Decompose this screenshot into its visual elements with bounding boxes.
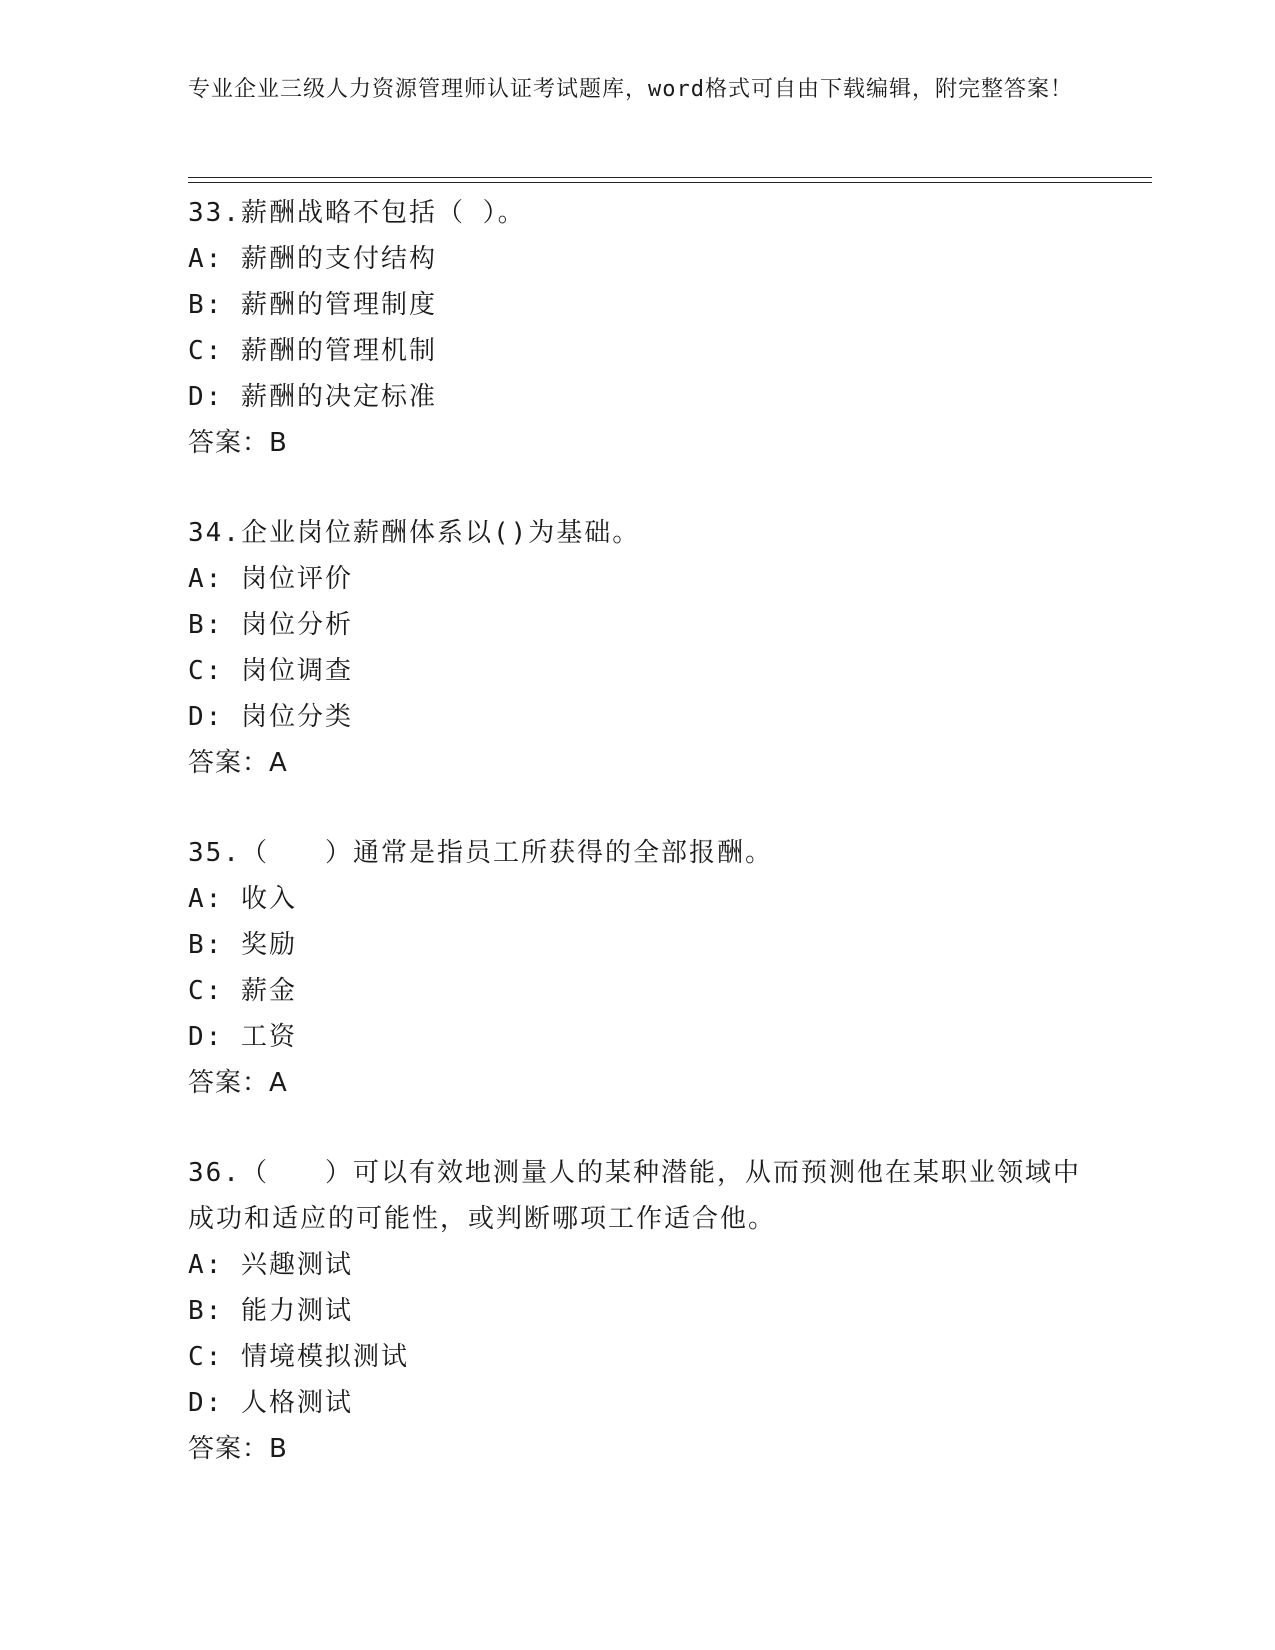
question-33 xyxy=(188,190,1088,466)
answer: 答案：A xyxy=(188,1068,288,1098)
answer: 答案：A xyxy=(188,748,288,778)
question-stem: 36.（ ）可以有效地测量人的某种潜能，从而预测他在某职业领域中成功和适应的可能性，或判断哪项工作适合他。 xyxy=(188,1158,1081,1234)
option-b: B: 奖励 xyxy=(188,930,297,960)
question-stem: 33.薪酬战略不包括（ ）。 xyxy=(188,198,526,228)
option-a: A: 收入 xyxy=(188,884,297,914)
question-34 xyxy=(188,510,1088,786)
option-c: C: 薪金 xyxy=(188,976,297,1006)
option-d: D: 人格测试 xyxy=(188,1388,353,1418)
option-d: D: 工资 xyxy=(188,1022,297,1052)
option-a: A: 薪酬的支付结构 xyxy=(188,244,437,274)
question-36 xyxy=(188,1150,1088,1472)
option-a: A: 岗位评价 xyxy=(188,564,353,594)
question-35 xyxy=(188,830,1088,1106)
option-d: D: 岗位分类 xyxy=(188,702,353,732)
question-stem: 34.企业岗位薪酬体系以()为基础。 xyxy=(188,518,641,548)
answer: 答案：B xyxy=(188,1434,288,1464)
header-divider-bottom xyxy=(188,182,1152,183)
option-c: C: 薪酬的管理机制 xyxy=(188,336,437,366)
option-a: A: 兴趣测试 xyxy=(188,1250,353,1280)
option-b: B: 岗位分析 xyxy=(188,610,353,640)
option-b: B: 薪酬的管理制度 xyxy=(188,290,437,320)
option-c: C: 岗位调查 xyxy=(188,656,353,686)
option-c: C: 情境模拟测试 xyxy=(188,1342,409,1372)
document-header: 专业企业三级人力资源管理师认证考试题库，word格式可自由下载编辑，附完整答案！ xyxy=(188,77,1073,102)
option-d: D: 薪酬的决定标准 xyxy=(188,382,437,412)
answer: 答案：B xyxy=(188,428,288,458)
option-b: B: 能力测试 xyxy=(188,1296,353,1326)
header-divider-top xyxy=(188,177,1152,178)
question-stem: 35.（ ）通常是指员工所获得的全部报酬。 xyxy=(188,838,773,868)
